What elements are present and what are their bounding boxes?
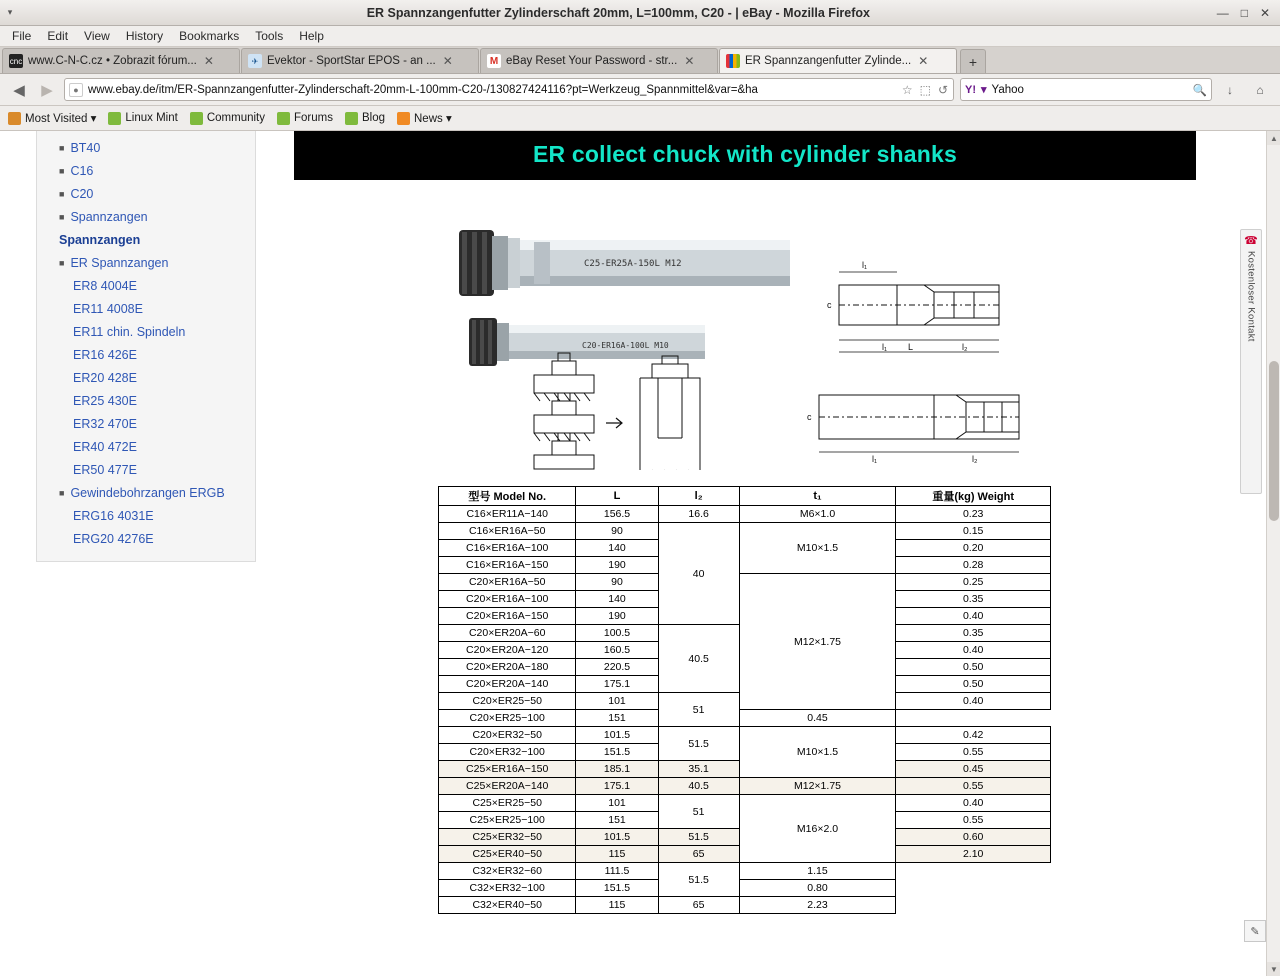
table-row <box>439 523 1051 540</box>
cell-weight: 0.45 <box>739 710 896 727</box>
category-sidebar <box>36 131 256 562</box>
cell-weight: 0.55 <box>896 778 1051 795</box>
cell-model: C20×ER16A−100 <box>439 591 576 608</box>
sidebar-item-spannzangen[interactable] <box>45 206 247 229</box>
sidebar-item-er16[interactable] <box>45 344 247 367</box>
cell-model: C20×ER20A−140 <box>439 676 576 693</box>
tab-close-icon[interactable]: ✕ <box>442 54 453 68</box>
header-t1: t₁ <box>739 487 896 506</box>
bookmark-label: Community <box>206 112 265 124</box>
cell-weight: 0.20 <box>896 540 1051 557</box>
cell-weight: 2.23 <box>739 897 896 914</box>
tab-label: ER Spannzangenfutter Zylinde... <box>745 55 912 67</box>
close-button[interactable]: ✕ <box>1259 5 1270 20</box>
bullet-icon: ■ <box>59 189 65 199</box>
cell-model: C16×ER16A−150 <box>439 557 576 574</box>
title-bar <box>0 0 1280 26</box>
table-row <box>439 506 1051 523</box>
sidebar-item-er20[interactable] <box>45 367 247 390</box>
cell-weight: 0.28 <box>896 557 1051 574</box>
bullet-icon: ■ <box>59 166 65 176</box>
cell-l: 175.1 <box>576 676 658 693</box>
window-controls <box>1217 6 1280 20</box>
cell-l: 160.5 <box>576 642 658 659</box>
cell-l: 175.1 <box>576 778 658 795</box>
cell-weight: 0.45 <box>896 761 1051 778</box>
cell-l2: 65 <box>658 897 739 914</box>
reader-mode-icon[interactable]: ⬚ <box>919 82 931 97</box>
svg-text:l₁: l₁ <box>862 260 868 270</box>
cell-model: C32×ER40−50 <box>439 897 576 914</box>
cell-l2: 35.1 <box>658 761 739 778</box>
bookmark-label: News ▾ <box>414 113 452 125</box>
sidebar-item-er11-chin[interactable] <box>45 321 247 344</box>
cnc-icon: cnc <box>9 54 23 68</box>
big-collet-chuck-photo <box>459 230 790 296</box>
cell-l: 101 <box>576 693 658 710</box>
cell-model: C20×ER32−100 <box>439 744 576 761</box>
cell-l: 101.5 <box>576 829 658 846</box>
svg-text:c: c <box>827 300 832 310</box>
cell-l: 185.1 <box>576 761 658 778</box>
cell-t1: M10×1.5 <box>739 727 896 778</box>
svg-text:l₂: l₂ <box>962 342 968 352</box>
tab-label: Evektor - SportStar EPOS - an ... <box>267 55 436 67</box>
bullet-icon: ■ <box>59 143 65 153</box>
assembly-steps-drawing <box>534 353 710 470</box>
page-content <box>0 131 1280 976</box>
cell-l2: 65 <box>658 846 739 863</box>
search-input[interactable]: Yahoo <box>991 83 1024 96</box>
technical-drawing-bottom <box>807 395 1019 464</box>
cell-weight: 0.55 <box>896 812 1051 829</box>
table-row <box>439 863 1051 880</box>
maximize-button[interactable]: □ <box>1240 5 1248 20</box>
small-collet-chuck-photo <box>469 318 705 366</box>
menu-bookmarks[interactable]: Bookmarks <box>179 29 240 43</box>
cell-l: 156.5 <box>576 506 658 523</box>
table-header-row <box>439 487 1051 506</box>
cell-weight: 0.15 <box>896 523 1051 540</box>
sidebar-item-label[interactable]: ER40 472E <box>73 440 137 454</box>
bookmark-blog[interactable] <box>345 112 385 125</box>
chevron-down-icon[interactable]: ▾ <box>981 84 987 96</box>
bookmark-forums[interactable] <box>277 112 333 125</box>
cell-t1: M6×1.0 <box>739 506 896 523</box>
cell-weight: 1.15 <box>739 863 896 880</box>
cell-model: C20×ER20A−60 <box>439 625 576 642</box>
sidebar-item-er25[interactable] <box>45 390 247 413</box>
svg-text:l₂: l₂ <box>972 454 978 464</box>
sidebar-item-label[interactable]: ER32 470E <box>73 417 137 431</box>
page-scrollbar[interactable] <box>1266 131 1280 976</box>
cell-weight: 0.55 <box>896 744 1051 761</box>
bookmark-star-icon[interactable]: ☆ <box>901 82 913 97</box>
contact-side-tab[interactable] <box>1240 229 1262 494</box>
menu-help[interactable]: Help <box>299 29 324 43</box>
window-title: ER Spannzangenfutter Zylinderschaft 20mm, L=100mm, C20 - | eBay - Mozilla Firefox <box>366 5 870 20</box>
back-icon[interactable]: ◀ <box>13 81 25 99</box>
cell-weight: 0.40 <box>896 642 1051 659</box>
tab-evektor[interactable] <box>241 48 479 73</box>
menu-view[interactable]: View <box>84 29 110 43</box>
search-bar[interactable] <box>960 78 1212 101</box>
sidebar-item-er32[interactable] <box>45 413 247 436</box>
cell-model: C32×ER32−60 <box>439 863 576 880</box>
bookmark-label: Forums <box>293 112 333 124</box>
sidebar-item-er8[interactable] <box>45 275 247 298</box>
sidebar-item-label[interactable]: ER50 477E <box>73 463 137 477</box>
cell-weight: 2.10 <box>896 846 1051 863</box>
header-model: 型号 Model No. <box>439 487 576 506</box>
header-weight: 重量(kg) Weight <box>896 487 1051 506</box>
cell-model: C20×ER20A−120 <box>439 642 576 659</box>
home-icon[interactable]: ⌂ <box>1256 82 1264 97</box>
sidebar-item-label[interactable]: BT40 <box>70 141 101 155</box>
cell-model: C20×ER16A−150 <box>439 608 576 625</box>
cell-l: 115 <box>576 846 658 863</box>
menu-history[interactable]: History <box>125 29 164 43</box>
bookmarks-bar <box>0 106 1280 131</box>
cell-l2: 40.5 <box>658 778 739 795</box>
bookmark-linux-mint[interactable] <box>108 112 177 125</box>
rss-icon <box>397 112 410 125</box>
cell-weight: 0.25 <box>896 574 1051 591</box>
cell-l: 101 <box>576 795 658 812</box>
sidebar-item-label[interactable]: ER20 428E <box>73 371 137 385</box>
header-l: L <box>576 487 658 506</box>
reload-icon[interactable]: ↺ <box>937 82 948 97</box>
bookmark-most-visited[interactable] <box>8 111 96 125</box>
cell-model: C25×ER32−50 <box>439 829 576 846</box>
product-photo-and-drawings <box>294 180 1196 470</box>
sidebar-item-er11-4008e[interactable] <box>45 298 247 321</box>
mint-icon <box>108 112 121 125</box>
cell-model: C20×ER20A−180 <box>439 659 576 676</box>
cell-l: 101.5 <box>576 727 658 744</box>
menu-edit[interactable]: Edit <box>47 29 69 43</box>
sidebar-item-label[interactable]: ER8 4004E <box>73 279 137 293</box>
cell-weight: 0.40 <box>896 693 1051 710</box>
product-banner-title: ER collect chuck with cylinder shanks <box>294 131 1196 180</box>
cell-weight: 0.50 <box>896 676 1051 693</box>
technical-drawing-top <box>827 260 999 352</box>
sidebar-item-erg20[interactable] <box>45 528 247 551</box>
bullet-icon: ■ <box>59 488 65 498</box>
menu-file[interactable]: File <box>12 29 32 43</box>
sidebar-item-label[interactable]: C20 <box>70 187 94 201</box>
scrollbar-thumb[interactable] <box>1269 361 1279 521</box>
gmail-icon: M <box>487 54 501 68</box>
sidebar-item-label[interactable]: C16 <box>70 164 94 178</box>
cell-l: 151 <box>576 812 658 829</box>
scroll-up-icon[interactable]: ▲ <box>1267 131 1280 145</box>
downloads-icon[interactable]: ↓ <box>1227 82 1233 97</box>
cell-l: 151 <box>576 710 658 727</box>
sidebar-item-label[interactable]: ERG20 4276E <box>73 532 154 546</box>
table-row <box>439 710 1051 727</box>
web-page <box>0 131 1280 976</box>
table-row <box>439 778 1051 795</box>
cell-weight: 0.80 <box>739 880 896 897</box>
sidebar-group-er-spannzangen[interactable] <box>45 252 247 275</box>
bookmark-community[interactable] <box>190 112 265 125</box>
cell-l: 115 <box>576 897 658 914</box>
bookmark-label: Most Visited ▾ <box>25 113 97 125</box>
header-l2: l₂ <box>658 487 739 506</box>
sidebar-group-gewindebohrzangen[interactable] <box>45 482 247 505</box>
svg-text:l₁: l₁ <box>872 454 878 464</box>
cell-l: 190 <box>576 608 658 625</box>
cell-weight: 0.35 <box>896 591 1051 608</box>
scroll-down-icon[interactable]: ▼ <box>1267 962 1280 976</box>
bullet-icon: ■ <box>59 212 65 222</box>
cell-model: C20×ER16A−50 <box>439 574 576 591</box>
svg-text:C20-ER16A-100L M10: C20-ER16A-100L M10 <box>582 341 669 350</box>
bullet-icon: ■ <box>59 258 65 268</box>
cell-l: 111.5 <box>576 863 658 880</box>
cell-l: 151.5 <box>576 744 658 761</box>
phone-icon: ☎ <box>1244 235 1258 247</box>
star-icon <box>8 112 21 125</box>
table-row <box>439 574 1051 591</box>
cell-weight: 0.23 <box>896 506 1051 523</box>
yahoo-icon[interactable]: Y! <box>965 83 976 96</box>
cell-l: 190 <box>576 557 658 574</box>
cell-weight: 0.40 <box>896 608 1051 625</box>
cell-l2: 40.5 <box>658 625 739 693</box>
sidebar-item-erg16[interactable] <box>45 505 247 528</box>
contact-side-tab-label: Kostenloser Kontakt <box>1245 251 1257 342</box>
mint-icon <box>345 112 358 125</box>
mint-icon <box>277 112 290 125</box>
new-tab-button[interactable]: + <box>960 49 986 73</box>
svg-text:l₁: l₁ <box>882 342 888 352</box>
cell-l2: 40 <box>658 523 739 625</box>
cell-model: C32×ER32−100 <box>439 880 576 897</box>
sidebar-item-label[interactable]: ER11 chin. Spindeln <box>73 325 186 339</box>
evektor-icon: ✈ <box>248 54 262 68</box>
cell-model: C16×ER11A−140 <box>439 506 576 523</box>
tab-bar <box>0 47 1280 74</box>
sidebar-group-label[interactable]: Gewindebohrzangen ERGB <box>70 486 225 500</box>
mint-icon <box>190 112 203 125</box>
cell-weight: 0.50 <box>896 659 1051 676</box>
table-body <box>439 506 1051 914</box>
cell-weight: 0.60 <box>896 829 1051 846</box>
cell-model: C25×ER16A−150 <box>439 761 576 778</box>
product-description <box>294 131 1196 914</box>
cell-model: C25×ER25−100 <box>439 812 576 829</box>
minimize-button[interactable]: — <box>1216 5 1229 20</box>
sidebar-item-c20[interactable] <box>45 183 247 206</box>
cell-model: C25×ER20A−140 <box>439 778 576 795</box>
url-bar[interactable] <box>64 78 954 101</box>
pencil-icon[interactable]: ✎ <box>1244 920 1266 942</box>
cell-model: C25×ER40−50 <box>439 846 576 863</box>
sidebar-item-er40[interactable] <box>45 436 247 459</box>
cell-t1: M10×1.5 <box>739 523 896 574</box>
cell-l2: 51.5 <box>658 863 739 897</box>
tab-ebay-reset-password[interactable] <box>480 48 718 73</box>
cell-l: 140 <box>576 540 658 557</box>
cell-l2: 16.6 <box>658 506 739 523</box>
product-images <box>294 180 1196 470</box>
cell-weight: 0.42 <box>896 727 1051 744</box>
specification-table <box>438 486 1051 914</box>
sidebar-item-label[interactable]: ERG16 4031E <box>73 509 154 523</box>
sidebar-item-bt40[interactable] <box>45 137 247 160</box>
cell-model: C20×ER25−100 <box>439 710 576 727</box>
cell-l2: 51.5 <box>658 829 739 846</box>
sidebar-item-label[interactable]: Spannzangen <box>70 210 148 224</box>
cell-t1: M12×1.75 <box>739 778 896 795</box>
search-icon[interactable]: 🔍 <box>1192 84 1207 97</box>
cell-model: C16×ER16A−50 <box>439 523 576 540</box>
cell-model: C20×ER25−50 <box>439 693 576 710</box>
svg-text:L: L <box>908 342 914 352</box>
app-menu-icon[interactable]: ▾ <box>7 7 13 17</box>
cell-model: C20×ER32−50 <box>439 727 576 744</box>
sidebar-item-label[interactable]: ER16 426E <box>73 348 137 362</box>
cell-model: C25×ER25−50 <box>439 795 576 812</box>
cell-l2: 51.5 <box>658 727 739 761</box>
tab-ebay-item[interactable] <box>719 48 957 73</box>
cell-t1: M12×1.75 <box>739 574 896 710</box>
svg-text:c: c <box>807 412 812 422</box>
tab-cnc-forum[interactable] <box>2 48 240 73</box>
cell-l: 151.5 <box>576 880 658 897</box>
cell-l2: 51 <box>658 693 739 727</box>
cell-l: 90 <box>576 523 658 540</box>
table-row <box>439 727 1051 744</box>
tab-close-icon[interactable]: ✕ <box>203 54 214 68</box>
bookmark-label: Blog <box>361 112 385 124</box>
table-row <box>439 897 1051 914</box>
cell-model: C16×ER16A−100 <box>439 540 576 557</box>
table-row <box>439 880 1051 897</box>
cell-l2: 51 <box>658 795 739 829</box>
sidebar-item-label[interactable]: ER25 430E <box>73 394 137 408</box>
bookmark-news[interactable] <box>397 111 452 125</box>
sidebar-item-er50[interactable] <box>45 459 247 482</box>
cell-l: 100.5 <box>576 625 658 642</box>
table-row <box>439 795 1051 812</box>
cell-t1: M16×2.0 <box>739 795 896 863</box>
tab-label: www.C-N-C.cz • Zobrazit fórum... <box>28 55 197 67</box>
ebay-icon <box>726 54 740 68</box>
menu-tools[interactable]: Tools <box>255 29 284 43</box>
cell-l: 140 <box>576 591 658 608</box>
tab-label: eBay Reset Your Password - str... <box>506 55 678 67</box>
bookmark-label: Linux Mint <box>125 112 178 124</box>
sidebar-group-label[interactable]: ER Spannzangen <box>70 256 169 270</box>
cell-weight: 0.35 <box>896 625 1051 642</box>
cell-l: 220.5 <box>576 659 658 676</box>
navigation-toolbar <box>0 74 1280 106</box>
forward-icon[interactable]: ▶ <box>41 81 53 99</box>
tab-close-icon[interactable]: ✕ <box>918 54 929 68</box>
url-text: www.ebay.de/itm/ER-Spannzangenfutter-Zylinderschaft-20mm-L-100mm-C20-/130827424116?pt=Werkzeug_Spannmittel&var=&ha <box>88 83 758 96</box>
cell-weight: 0.40 <box>896 795 1051 812</box>
tab-close-icon[interactable]: ✕ <box>684 54 695 68</box>
svg-text:C25-ER25A-150L M12: C25-ER25A-150L M12 <box>584 259 682 269</box>
sidebar-item-label[interactable]: ER11 4008E <box>73 302 143 316</box>
sidebar-section-title: Spannzangen <box>59 233 141 247</box>
cell-l: 90 <box>576 574 658 591</box>
menu-bar <box>0 26 1280 47</box>
site-favicon: ● <box>69 83 83 97</box>
sidebar-item-c16[interactable] <box>45 160 247 183</box>
